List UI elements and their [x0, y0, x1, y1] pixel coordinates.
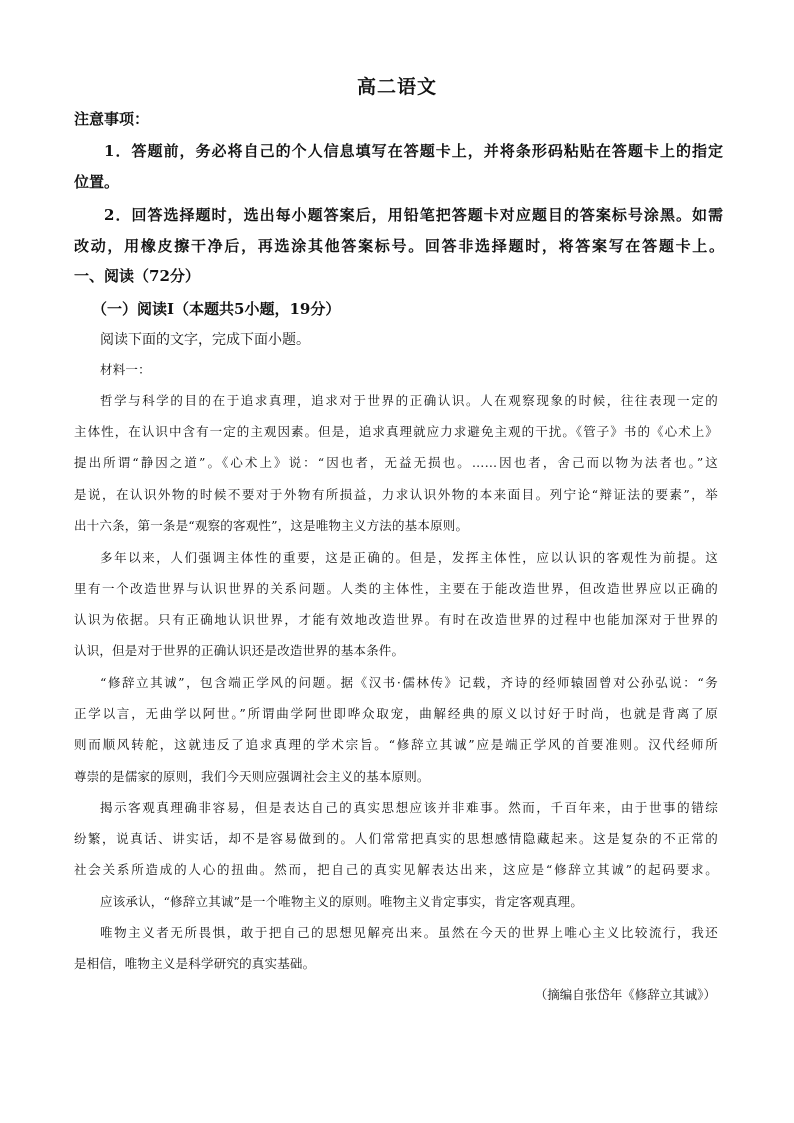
- article-line: 应该承认，“修辞立其诚”是一个唯物主义的原则。唯物主义肯定事实，肯定客观真理。: [100, 894, 584, 909]
- sub-section-heading: （一）阅读Ⅰ（本题共5小题，19分）: [92, 300, 341, 318]
- article-line: 里有一个改造世界与认识世界的关系问题。人类的主体性，主要在于能改造世界，但改造世界应以正确的: [74, 581, 718, 596]
- article-line: 则而顺风转舵，这就违反了追求真理的学术宗旨。“修辞立其诚”应是端正学风的首要准则。汉代经师所: [74, 737, 718, 752]
- article-line: 提出所谓“静因之道”。《心术上》说：“因也者，无益无损也。……因也者，舍己而以物为法者也。”这: [74, 455, 718, 470]
- article-line: 是相信，唯物主义是科学研究的真实基础。: [74, 956, 316, 971]
- article-line: 出十六条，第一条是“观察的客观性”，这是唯物主义方法的基本原则。: [74, 518, 469, 533]
- page-title: 高二语文: [356, 76, 437, 98]
- reading-instruction: 阅读下面的文字，完成下面小题。: [100, 332, 310, 348]
- notice-item-2-line-2: 改动，用橡皮擦干净后，再选涂其他答案标号。回答非选择题时，将答案写在答题卡上。: [74, 237, 724, 255]
- article-line: 认识为依据。只有正确地认识世界，才能有效地改造世界。有时在改造世界的过程中也能加深对于世界的: [74, 612, 718, 627]
- section-heading: 一、阅读（72分）: [74, 267, 200, 285]
- article-line: 尊崇的是儒家的原则，我们今天则应强调社会主义的基本原则。: [74, 769, 430, 784]
- article-line: 认识，但是对于世界的正确认识还是改造世界的基本条件。: [74, 643, 405, 658]
- article-line: 纷繁，说真话、讲实话，却不是容易做到的。人们常常把真实的思想感情隐藏起来。这是复杂的不正常的: [74, 831, 718, 846]
- article-line: 揭示客观真理确非容易，但是表达自己的真实思想应该并非难事。然而，千百年来，由于世事的错综: [100, 800, 718, 815]
- article-source: （摘编自张岱年《修辞立其诚》）: [534, 987, 716, 1002]
- article-line: 唯物主义者无所畏惧，敢于把自己的思想见解亮出来。虽然在今天的世界上唯心主义比较流行，我还: [100, 925, 718, 940]
- notice-heading: 注意事项：: [74, 110, 150, 128]
- notice-item-2-line-1: 2．回答选择题时，选出每小题答案后，用铅笔把答题卡对应题目的答案标号涂黑。如需: [104, 206, 723, 224]
- article-line: 主体性，在认识中含有一定的主观因素。但是，追求真理就应力求避免主观的干扰。《管子》书的《心术上》: [74, 424, 718, 439]
- material-label: 材料一：: [100, 362, 151, 377]
- article-line: 哲学与科学的目的在于追求真理，追求对于世界的正确认识。人在观察现象的时候，往往表现一定的: [100, 393, 718, 408]
- notice-item-1-line-1: 1．答题前，务必将自己的个人信息填写在答题卡上，并将条形码粘贴在答题卡上的指定: [104, 142, 723, 160]
- notice-item-1-line-2: 位置。: [74, 173, 120, 191]
- article-line: 社会关系所造成的人心的扭曲。然而，把自己的真实见解表达出来，这应是“修辞立其诚”的起码要求。: [74, 862, 718, 877]
- article-line: 多年以来，人们强调主体性的重要，这是正确的。但是，发挥主体性，应以认识的客观性为前提。这: [100, 550, 718, 565]
- article-line: 正学以言，无曲学以阿世。”所谓曲学阿世即哗众取宠，曲解经典的原义以讨好于时尚，也就是背离了原: [74, 706, 718, 721]
- article-line: 是说，在认识外物的时候不要对于外物有所损益，力求认识外物的本来面目。列宁论“辩证法的要素”，举: [74, 487, 718, 502]
- article-line: “修辞立其诚”，包含端正学风的问题。据《汉书·儒林传》记载，齐诗的经师辕固曾对公孙弘说：“务: [100, 675, 718, 690]
